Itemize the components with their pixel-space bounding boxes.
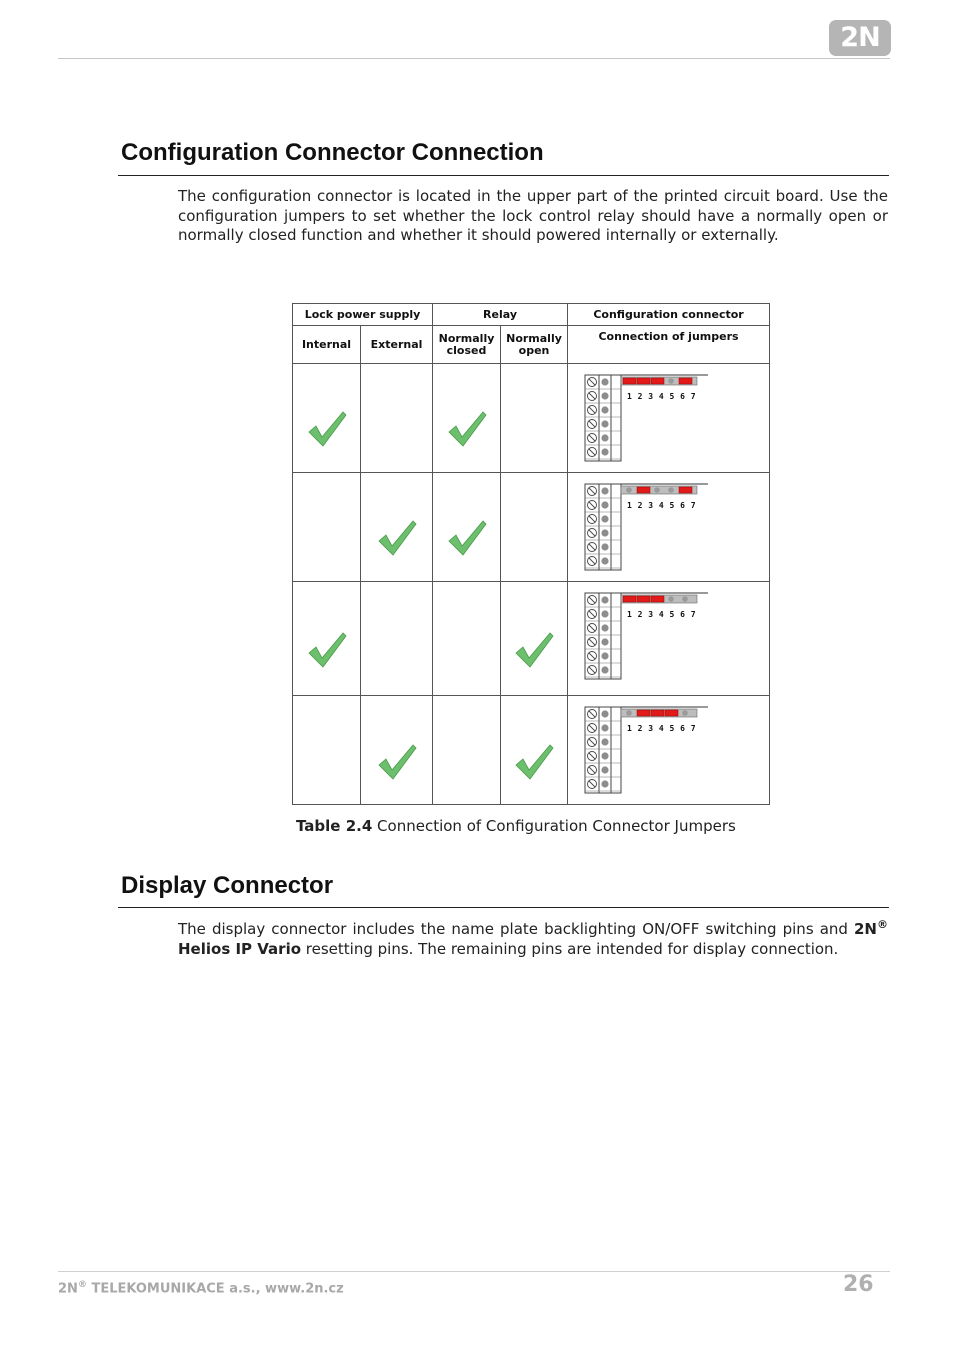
cell-internal [293,473,361,582]
header-relay: Relay [433,304,568,326]
jumper-configuration-table [292,303,770,805]
cell-jumper-connection [568,364,770,473]
check-mark-icon [307,410,347,448]
cell-external [361,364,433,473]
cell-internal [293,696,361,805]
section-rule [118,175,889,176]
registered-mark: ® [877,918,888,931]
cell-jumper-connection [568,473,770,582]
caption-label: Table 2.4 [296,817,373,835]
header-lock-power-supply: Lock power supply [293,304,433,326]
cell-internal [293,364,361,473]
cell-internal [293,582,361,696]
cell-normally-closed [433,582,501,696]
cell-jumper-connection [568,696,770,805]
table-row [293,473,770,582]
footer-rule [58,1271,890,1272]
subheader-normally-open: Normally open [501,326,568,364]
2n-logo: 2N [829,20,891,56]
footer-registered-mark: ® [77,1280,87,1290]
cell-normally-closed [433,696,501,805]
cell-external [361,473,433,582]
product-name: Helios IP Vario [178,939,302,958]
pin-labels: 1 2 3 4 5 6 7 [627,501,697,510]
check-mark-icon [377,743,417,781]
cell-normally-open [501,582,568,696]
check-mark-icon [447,410,487,448]
subheader-connection-of-jumpers: Connection of jumpers [568,326,770,364]
display-text-start: The display connector includes the name plate backlighting ON/OFF switching pins and [178,920,854,938]
page-number: 26 [843,1272,874,1297]
table-row [293,364,770,473]
display-text-end: resetting pins. The remaining pins are intended for display connection. [301,939,839,958]
subheader-normally-closed: Normally closed [433,326,501,364]
check-mark-icon [377,519,417,557]
cell-jumper-connection [568,582,770,696]
header-rule [58,58,890,59]
subheader-internal: Internal [293,326,361,364]
cell-external [361,696,433,805]
jumper-connector-diagram [581,592,711,682]
jumper-connector-diagram [581,374,711,464]
configuration-paragraph: The configuration connector is located in the upper part of the printed circuit board. Use the configuration jumpers to set whether the lock control relay should have a normally open or normally closed function and whether it should powered internally or externally. [178,187,888,244]
cell-external [361,582,433,696]
check-mark-icon [447,519,487,557]
footer-company [58,1280,344,1296]
pin-labels: 1 2 3 4 5 6 7 [627,724,697,733]
cell-normally-open [501,364,568,473]
table-row [293,582,770,696]
section-rule [118,907,889,908]
display-paragraph [178,920,888,959]
jumper-connector-diagram [581,706,711,796]
footer-company-text: TELEKOMUNIKACE a.s., www.2n.cz [86,1281,344,1297]
table-caption [296,817,736,835]
check-mark-icon [514,631,554,669]
caption-text: Connection of Configuration Connector Jumpers [372,817,736,835]
pin-labels: 1 2 3 4 5 6 7 [627,392,697,401]
subheader-external: External [361,326,433,364]
jumper-connector-diagram [581,483,711,573]
section-title-configuration: Configuration Connector Connection [121,139,544,166]
cell-normally-closed [433,364,501,473]
footer-brand: 2N [58,1281,78,1297]
header-configuration-connector: Configuration connector [568,304,770,326]
cell-normally-open [501,473,568,582]
check-mark-icon [307,631,347,669]
cell-normally-closed [433,473,501,582]
brand-name: 2N [854,920,877,938]
table-row [293,696,770,805]
pin-labels: 1 2 3 4 5 6 7 [627,610,697,619]
section-title-display: Display Connector [121,872,334,899]
cell-normally-open [501,696,568,805]
check-mark-icon [514,743,554,781]
